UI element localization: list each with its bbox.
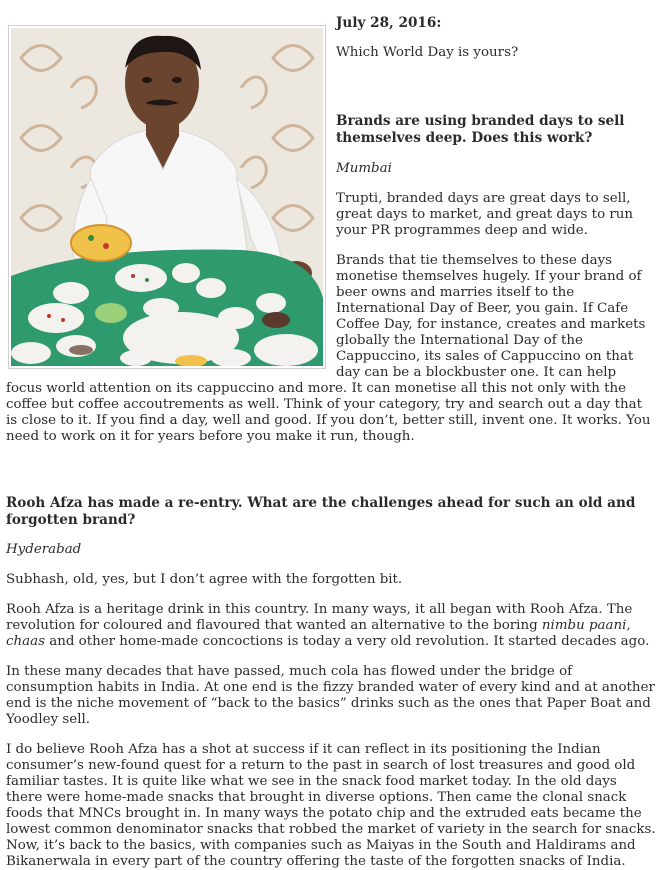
section-heading-rooh-afza: Rooh Afza has made a re-entry. What are the challenges ahead for such an old and forgotten brand? [6,495,636,528]
article-photo [8,25,326,369]
section-heading-branded-days: Brands are using branded days to sell themselves deep. Does this work? [336,113,625,146]
paragraph-text: Rooh Afza is a heritage drink in this country. In many ways, it all began with Rooh Afza. The revolution for coloured and flavoured that wanted an alternative to the boring [6,602,633,633]
answer-paragraph: Brands that tie themselves to these days monetise themselves hugely. If your brand of beer owns and marries itself to the International Day of Beer, you gain. If Cafe Coffee Day, for instance, creates and markets globally the International Day of the Cappuccino, its sales of Cappuccino on that day can be a blockbuster one. It can help focus world attention on its cappuccino and more. It can monetise all this not only with the coffee but coffee accoutrements as well. Think of your category, try and search out a day that is close to it. If you find a day, well and good. If you don’t, better still, invent one. It works. You need to work on it for years before you make it run, though. [6,253,651,444]
answer-paragraph: I do believe Rooh Afza has a shot at success if it can reflect in its positioning the Indian consumer’s new-found quest for a return to the past in search of lost treasures and good old familiar tastes. It is quite like what we see in the snack food market today. In the old days there were home-made snacks that brought in diverse options. Then came the clonal snack foods that MNCs brought in. In many ways the potato chip and the extruded eats became the lowest common denominator snacks that robbed the market of variety in the search for snacks. Now, it’s back to the basics, with companies such as Maiyas in the South and Haldirams and Bikanerwala in every part of the country offering the taste of the forgotten snacks of India. [6,742,656,869]
answer-paragraph: Subhash, old, yes, but I don’t agree with the forgotten bit. [6,572,403,587]
answer-paragraph: In these many decades that have passed, much cola has flowed under the bridge of consumption habits in India. At one end is the fizzy branded water of every kind and at another end is the niche movement of “back to the basics” drinks such as the ones that Paper Boat and Yoodley sell. [6,664,655,727]
intro-question: Which World Day is yours? [336,45,519,60]
location-mumbai: Mumbai [336,161,392,176]
answer-paragraph: Trupti, branded days are great days to sell, great days to market, and great days to run your PR programmes deep and wide. [336,191,634,238]
section-rooh-afza [6,445,656,870]
article-date: July 28, 2016: [336,15,442,31]
article [0,15,656,870]
photo-icon [11,28,323,366]
location-hyderabad: Hyderabad [6,542,82,557]
answer-paragraph [6,602,656,650]
paragraph-text: and other home-made concoctions is today a very old revolution. It started decades ago. [44,634,650,649]
emphasis-drink-names: nimbu paani, chaas [6,618,631,649]
